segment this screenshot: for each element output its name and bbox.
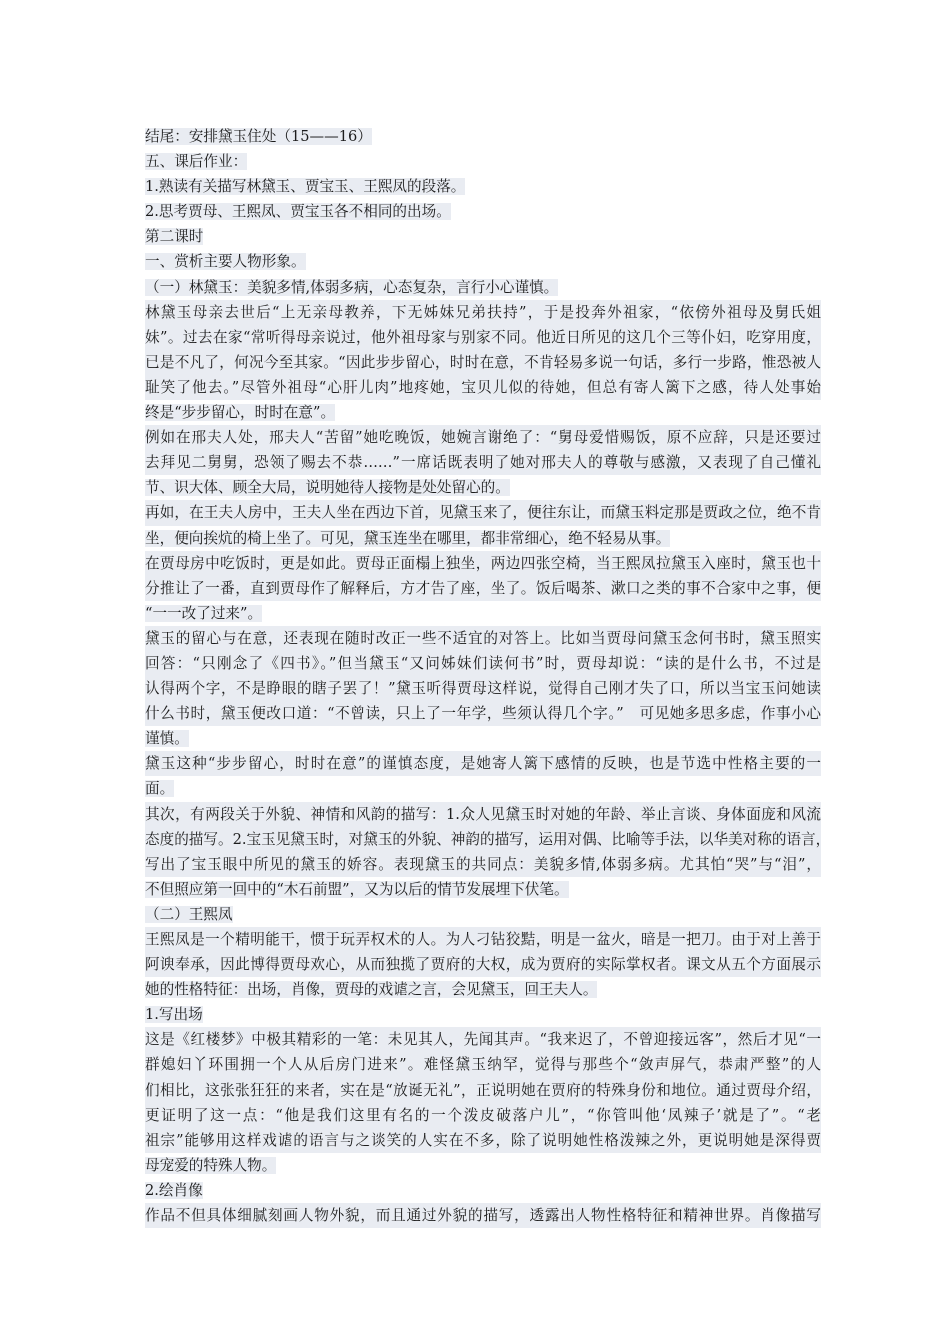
- text-line: [145, 651, 821, 676]
- text-line: [145, 1052, 821, 1077]
- text-line-content: 1.熟读有关描写林黛玉、贾宝玉、王熙凤的段落。: [145, 178, 466, 196]
- text-line-content: 结尾：安排黛玉住处（15——16）: [145, 128, 372, 145]
- text-line: [145, 902, 821, 927]
- text-line: [145, 726, 821, 751]
- text-line-content: 作品不但具体细腻刻画人物外貌，而且通过外貌的描写，透露出人物性格特征和精神世界。肖像描写: [145, 1203, 821, 1228]
- text-line: [145, 1153, 821, 1178]
- text-line-content: 更证明了这一点：“他是我们这里有名的一个泼皮破落户儿”，“你管叫他‘凤辣子’就是了”。“老: [145, 1103, 821, 1128]
- text-line-content: 五、课后作业：: [145, 153, 248, 171]
- text-line: [145, 701, 821, 726]
- text-line: [145, 526, 821, 551]
- text-line: [145, 927, 821, 952]
- text-line-content: 态度的描写。2.宝玉见黛玉时，对黛玉的外貌、神韵的描写，运用对偶、比喻等手法，以华美对称的语言，: [145, 827, 821, 852]
- text-line-content: 终是“步步留心，时时在意”。: [145, 404, 336, 422]
- text-line: [145, 124, 821, 149]
- text-line: [145, 350, 821, 375]
- text-line: [145, 576, 821, 601]
- text-line: [145, 1103, 821, 1128]
- text-line: [145, 776, 821, 801]
- text-line: [145, 400, 821, 425]
- text-line: [145, 977, 821, 1002]
- text-line: [145, 500, 821, 525]
- text-line-content: 黛玉这种“步步留心，时时在意”的谨慎态度，是她寄人篱下感情的反映，也是节选中性格主要的一: [145, 751, 821, 776]
- text-line-content: 回答：“只刚念了《四书》。”但当黛玉“又问姊妹们读何书”时，贾母却说：“读的是什么书，不过是: [145, 651, 821, 676]
- text-line-content: 群媳妇丫环围拥一个人从后房门进来”。难怪黛玉纳罕，觉得与那些个“敛声屏气，恭肃严整”的人: [145, 1052, 821, 1077]
- text-line: [145, 275, 821, 300]
- text-line: [145, 601, 821, 626]
- text-line-content: 阿谀奉承，因此博得贾母欢心，从而独揽了贾府的大权，成为贾府的实际掌权者。课文从五个方面展示: [145, 952, 821, 977]
- text-line: [145, 952, 821, 977]
- text-line: [145, 450, 821, 475]
- text-line: [145, 676, 821, 701]
- text-line: [145, 751, 821, 776]
- text-line-content: （一）林黛玉：美貌多情,体弱多病，心态复杂，言行小心谨慎。: [145, 278, 559, 296]
- text-line: [145, 300, 821, 325]
- text-line: [145, 475, 821, 500]
- text-line-content: 在贾母房中吃饭时，更是如此。贾母正面榻上独坐，两边四张空椅，当王熙凤拉黛玉入座时，黛玉也十: [145, 551, 821, 576]
- text-line: [145, 224, 821, 249]
- text-line-content: 黛玉的留心与在意，还表现在随时改正一些不适宜的对答上。比如当贾母问黛玉念何书时，黛玉照实: [145, 626, 821, 651]
- text-line-content: 例如在邢夫人处，邢夫人“苦留”她吃晚饭，她婉言谢绝了：“舅母爱惜赐饭，原不应辞，只是还要过: [145, 425, 821, 450]
- text-line-content: 2.思考贾母、王熙凤、贾宝玉各不相同的出场。: [145, 203, 451, 221]
- text-line: [145, 425, 821, 450]
- text-line-content: 母宠爱的特殊人物。: [145, 1156, 277, 1174]
- text-line: [145, 827, 831, 852]
- text-line-content: 面。: [145, 780, 175, 798]
- text-line: [145, 1178, 821, 1203]
- text-line: [145, 174, 821, 199]
- text-line-content: 一、赏析主要人物形象。: [145, 253, 306, 271]
- text-line-content: （二）王熙凤: [145, 905, 233, 923]
- text-line: [145, 325, 821, 350]
- text-line-content: 2.绘肖像: [145, 1181, 203, 1199]
- text-line-content: “一一改了过来”。: [145, 604, 263, 622]
- text-line-content: 谨慎。: [145, 730, 189, 748]
- text-line-content: 第二课时: [145, 228, 204, 246]
- text-line-content: 分推让了一番，直到贾母作了解释后，方才告了座，坐了。饭后喝茶、漱口之类的事不合家中之事，便: [145, 576, 821, 601]
- text-line-content: 祖宗”能够用这样戏谑的语言与之谈笑的人实在不多，除了说明她性格泼辣之外，更说明她是深得贾: [145, 1128, 821, 1153]
- text-line: [145, 1027, 821, 1052]
- text-line: [145, 1128, 821, 1153]
- text-line-content: 去拜见二舅舅，恐领了赐去不恭……”一席话既表明了她对邢夫人的尊敬与感激，又表现了自己懂礼: [145, 450, 821, 475]
- text-line: [145, 199, 821, 224]
- text-line: [145, 626, 821, 651]
- text-line-content: 写出了宝玉眼中所见的黛玉的娇容。表现黛玉的共同点：美貌多情,体弱多病。尤其怕“哭”与“泪”，: [145, 852, 821, 877]
- text-line-content: 王熙凤是一个精明能干，惯于玩弄权术的人。为人刁钻狡黠，明是一盆火，暗是一把刀。由于对上善于: [145, 927, 821, 952]
- text-line: [145, 375, 821, 400]
- text-line: [145, 149, 821, 174]
- text-line-content: 不但照应第一回中的“木石前盟”，又为以后的情节发展埋下伏笔。: [145, 880, 569, 898]
- text-line: [145, 249, 821, 274]
- text-line-content: 们相比，这张张狂狂的来者，实在是“放诞无礼”，正说明她在贾府的特殊身份和地位。通过贾母介绍，: [145, 1078, 821, 1103]
- text-line-content: 耻笑了他去。”尽管外祖母“心肝儿肉”地疼她，宝贝儿似的待她，但总有寄人篱下之感，待人处事始: [145, 375, 821, 400]
- text-line-content: 认得两个字，不是睁眼的瞎子罢了！”黛玉听得贾母这样说，觉得自己刚才失了口，所以当宝玉问她读: [145, 676, 821, 701]
- text-line-content: 1.写出场: [145, 1006, 203, 1024]
- text-line-content: 她的性格特征：出场，肖像，贾母的戏谑之言，会见黛玉，回王夫人。: [145, 981, 598, 999]
- text-line-content: 其次，有两段关于外貌、神情和风韵的描写：1.众人见黛玉时对她的年龄、举止言谈、身体面庞和风流: [145, 802, 821, 827]
- text-line-content: 坐，便向挨炕的椅上坐了。可见，黛玉连坐在哪里，都非常细心，绝不轻易从事。: [145, 529, 671, 547]
- text-line: [145, 877, 821, 902]
- text-line-content: 林黛玉母亲去世后“上无亲母教养，下无姊妹兄弟扶持”，于是投奔外祖家，“依傍外祖母及舅氏姐: [145, 300, 821, 325]
- text-line: [145, 1203, 821, 1228]
- text-line: [145, 551, 821, 576]
- document-body: [145, 124, 831, 1228]
- text-line-content: 节、识大体、顾全大局，说明她待人接物是处处留心的。: [145, 479, 510, 497]
- text-line: [145, 1002, 821, 1027]
- text-line-content: 什么书时，黛玉便改口道：“不曾读，只上了一年学，些须认得几个字。” 可见她多思多虑，作事小心: [145, 701, 821, 726]
- text-line-content: 已是不凡了，何况今至其家。“因此步步留心，时时在意，不肯轻易多说一句话，多行一步路，惟恐被人: [145, 350, 821, 375]
- text-line: [145, 1078, 821, 1103]
- text-line: [145, 852, 821, 877]
- text-line-content: 这是《红楼梦》中极其精彩的一笔：未见其人，先闻其声。“我来迟了，不曾迎接远客”，然后才见“一: [145, 1027, 821, 1052]
- text-line: [145, 802, 821, 827]
- text-line-content: 妹”。过去在家“常听得母亲说过，他外祖母家与别家不同。他近日所见的这几个三等仆妇，吃穿用度，: [145, 325, 821, 350]
- text-line-content: 再如，在王夫人房中，王夫人坐在西边下首，见黛玉来了，便往东让，而黛玉料定那是贾政之位，绝不肯: [145, 500, 821, 525]
